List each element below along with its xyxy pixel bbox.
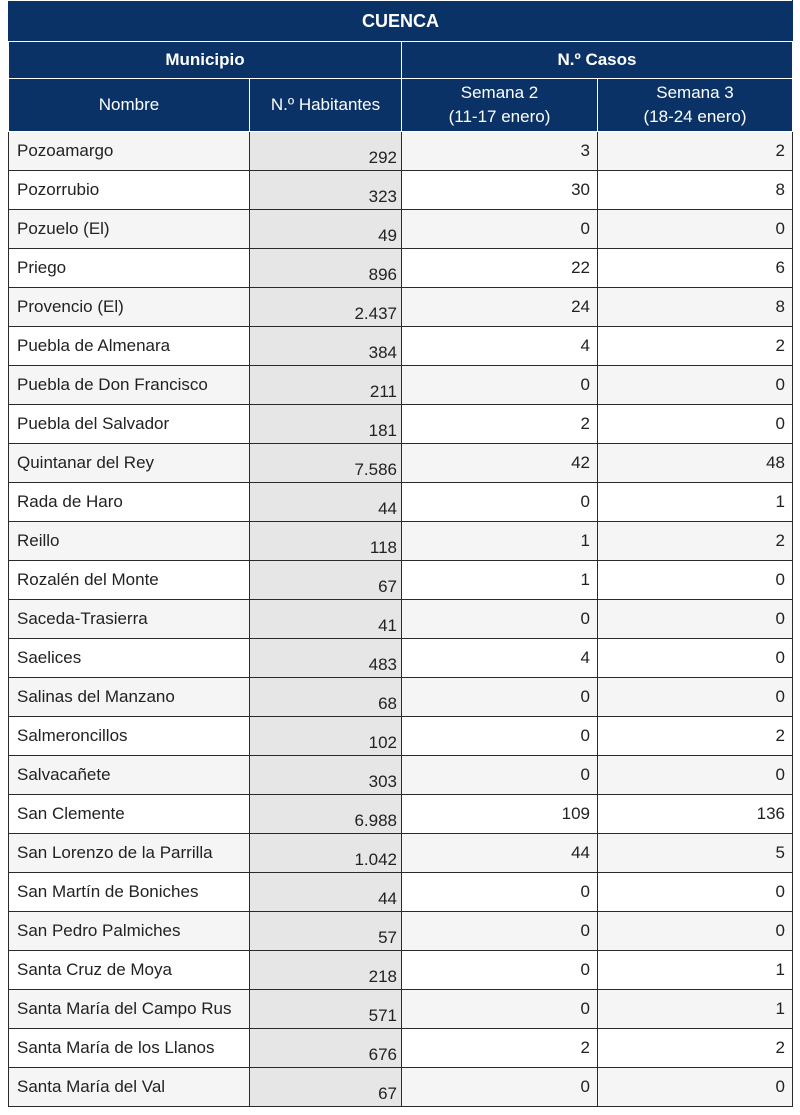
cell-semana2: 4 (402, 639, 598, 678)
cell-semana2: 0 (402, 756, 598, 795)
cell-semana3: 0 (598, 756, 793, 795)
cell-nombre: Santa María de los Llanos (9, 1029, 250, 1068)
cell-nombre: Rozalén del Monte (9, 561, 250, 600)
cell-habitantes: 68 (250, 678, 402, 717)
cell-nombre: Pozoamargo (9, 132, 250, 171)
cell-nombre: Santa María del Val (9, 1068, 250, 1107)
cell-semana3: 0 (598, 639, 793, 678)
cell-semana3: 2 (598, 522, 793, 561)
cell-semana2: 0 (402, 990, 598, 1029)
cell-habitantes: 676 (250, 1029, 402, 1068)
cell-habitantes: 44 (250, 483, 402, 522)
table-row (9, 171, 793, 210)
table-row (9, 210, 793, 249)
cell-nombre: Puebla de Don Francisco (9, 366, 250, 405)
cell-semana2: 0 (402, 717, 598, 756)
cuenca-table-container (8, 0, 792, 1107)
table-title: CUENCA (9, 1, 793, 42)
header-semana3 (598, 79, 793, 132)
cell-semana3: 1 (598, 483, 793, 522)
cell-semana2: 4 (402, 327, 598, 366)
cell-nombre: Santa María del Campo Rus (9, 990, 250, 1029)
cell-semana3: 0 (598, 600, 793, 639)
cell-semana3: 2 (598, 717, 793, 756)
table-row (9, 327, 793, 366)
cell-habitantes: 292 (250, 132, 402, 171)
cell-habitantes: 41 (250, 600, 402, 639)
cell-nombre: San Martín de Boniches (9, 873, 250, 912)
cell-semana3: 5 (598, 834, 793, 873)
cell-semana2: 0 (402, 1068, 598, 1107)
cell-semana2: 42 (402, 444, 598, 483)
cell-nombre: San Pedro Palmiches (9, 912, 250, 951)
cell-habitantes: 218 (250, 951, 402, 990)
cell-semana3: 0 (598, 210, 793, 249)
cell-semana3: 6 (598, 249, 793, 288)
cell-semana3: 1 (598, 990, 793, 1029)
cell-habitantes: 483 (250, 639, 402, 678)
table-row (9, 366, 793, 405)
cell-semana3: 0 (598, 561, 793, 600)
cell-nombre: Pozorrubio (9, 171, 250, 210)
table-row (9, 522, 793, 561)
cell-habitantes: 1.042 (250, 834, 402, 873)
cell-habitantes: 57 (250, 912, 402, 951)
cell-semana2: 22 (402, 249, 598, 288)
cell-semana2: 0 (402, 912, 598, 951)
table-row (9, 483, 793, 522)
header-semana3-label: Semana 3 (656, 83, 734, 102)
table-row (9, 717, 793, 756)
cell-habitantes: 67 (250, 1068, 402, 1107)
cell-semana2: 0 (402, 951, 598, 990)
table-row (9, 561, 793, 600)
cell-semana3: 2 (598, 327, 793, 366)
cell-semana2: 24 (402, 288, 598, 327)
cell-semana3: 0 (598, 678, 793, 717)
table-row (9, 990, 793, 1029)
cell-nombre: Puebla de Almenara (9, 327, 250, 366)
cell-semana2: 30 (402, 171, 598, 210)
cell-nombre: Santa Cruz de Moya (9, 951, 250, 990)
cell-semana3: 1 (598, 951, 793, 990)
cell-habitantes: 211 (250, 366, 402, 405)
table-row (9, 678, 793, 717)
cell-habitantes: 303 (250, 756, 402, 795)
cell-habitantes: 49 (250, 210, 402, 249)
cell-habitantes: 67 (250, 561, 402, 600)
header-semana2-dates: (11-17 enero) (448, 107, 551, 126)
table-row (9, 288, 793, 327)
table-row (9, 1068, 793, 1107)
cell-semana2: 0 (402, 210, 598, 249)
header-semana2 (402, 79, 598, 132)
cell-nombre: Priego (9, 249, 250, 288)
cell-semana2: 0 (402, 678, 598, 717)
cell-semana3: 136 (598, 795, 793, 834)
table-body (9, 132, 793, 1107)
cell-semana3: 8 (598, 288, 793, 327)
cell-nombre: Salinas del Manzano (9, 678, 250, 717)
table-row (9, 600, 793, 639)
table-row (9, 912, 793, 951)
cell-nombre: San Lorenzo de la Parrilla (9, 834, 250, 873)
cell-nombre: Saelices (9, 639, 250, 678)
cell-habitantes: 102 (250, 717, 402, 756)
header-habitantes: N.º Habitantes (250, 79, 402, 132)
cell-semana2: 0 (402, 873, 598, 912)
cuenca-cases-table (8, 0, 793, 1107)
cell-semana3: 48 (598, 444, 793, 483)
cell-semana3: 0 (598, 912, 793, 951)
table-row (9, 405, 793, 444)
cell-habitantes: 323 (250, 171, 402, 210)
cell-habitantes: 2.437 (250, 288, 402, 327)
cell-nombre: Salvacañete (9, 756, 250, 795)
cell-nombre: Salmeroncillos (9, 717, 250, 756)
table-row (9, 249, 793, 288)
table-row (9, 834, 793, 873)
cell-semana2: 2 (402, 1029, 598, 1068)
cell-nombre: Reillo (9, 522, 250, 561)
header-semana2-label: Semana 2 (460, 83, 539, 102)
table-row (9, 873, 793, 912)
cell-semana3: 0 (598, 1068, 793, 1107)
cell-semana2: 1 (402, 522, 598, 561)
cell-semana3: 2 (598, 132, 793, 171)
header-group-casos: N.º Casos (402, 42, 793, 79)
cell-semana2: 109 (402, 795, 598, 834)
cell-semana2: 0 (402, 483, 598, 522)
cell-semana2: 1 (402, 561, 598, 600)
cell-habitantes: 181 (250, 405, 402, 444)
cell-semana2: 0 (402, 600, 598, 639)
cell-semana3: 8 (598, 171, 793, 210)
cell-semana2: 3 (402, 132, 598, 171)
cell-semana3: 0 (598, 366, 793, 405)
table-row (9, 639, 793, 678)
cell-nombre: Puebla del Salvador (9, 405, 250, 444)
cell-nombre: Quintanar del Rey (9, 444, 250, 483)
cell-nombre: San Clemente (9, 795, 250, 834)
cell-habitantes: 7.586 (250, 444, 402, 483)
table-row (9, 795, 793, 834)
cell-nombre: Provencio (El) (9, 288, 250, 327)
cell-semana3: 2 (598, 1029, 793, 1068)
cell-nombre: Rada de Haro (9, 483, 250, 522)
header-group-municipio: Municipio (9, 42, 402, 79)
cell-semana2: 44 (402, 834, 598, 873)
table-row (9, 951, 793, 990)
cell-habitantes: 6.988 (250, 795, 402, 834)
cell-semana2: 0 (402, 366, 598, 405)
cell-habitantes: 44 (250, 873, 402, 912)
header-semana3-dates: (18-24 enero) (643, 107, 747, 126)
cell-semana3: 0 (598, 405, 793, 444)
cell-habitantes: 896 (250, 249, 402, 288)
cell-habitantes: 118 (250, 522, 402, 561)
cell-nombre: Pozuelo (El) (9, 210, 250, 249)
cell-habitantes: 571 (250, 990, 402, 1029)
table-row (9, 1029, 793, 1068)
header-nombre: Nombre (9, 79, 250, 132)
cell-semana2: 2 (402, 405, 598, 444)
table-row (9, 756, 793, 795)
table-row (9, 444, 793, 483)
cell-habitantes: 384 (250, 327, 402, 366)
table-row (9, 132, 793, 171)
cell-semana3: 0 (598, 873, 793, 912)
cell-nombre: Saceda-Trasierra (9, 600, 250, 639)
